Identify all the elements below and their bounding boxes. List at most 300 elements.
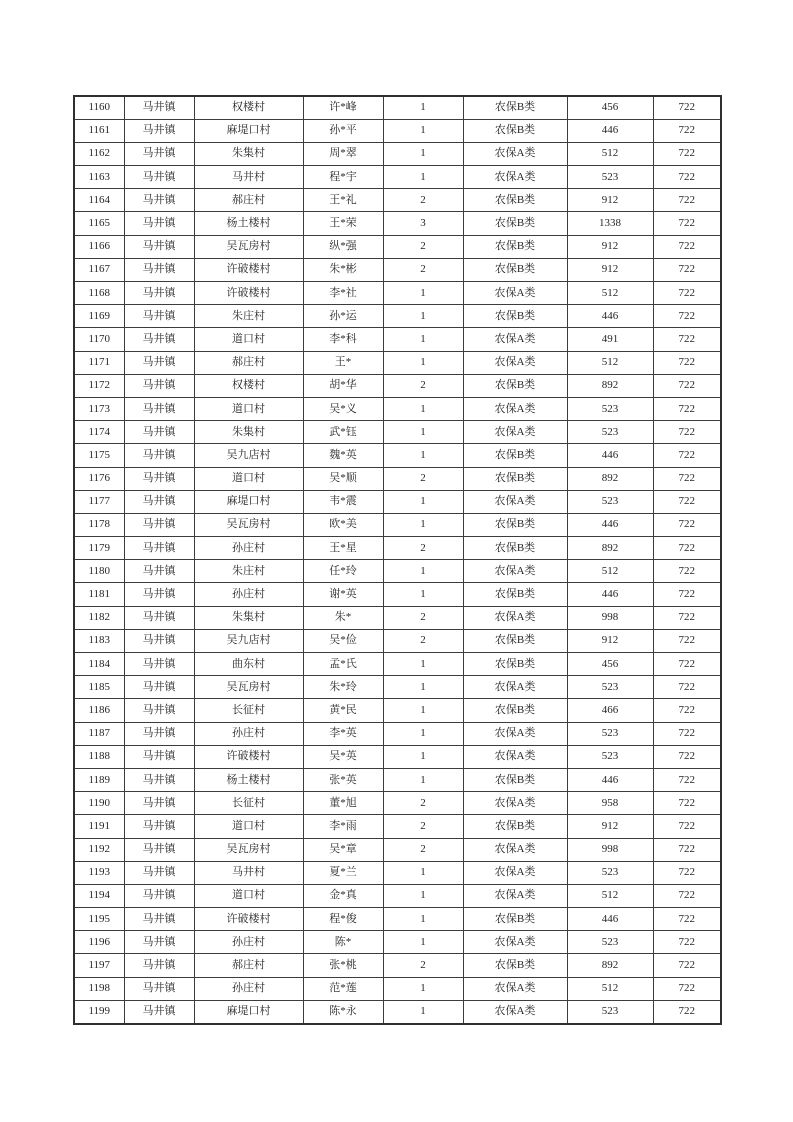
cell-standard-code: 722	[653, 583, 721, 606]
cell-town: 马井镇	[124, 768, 194, 791]
cell-village: 道口村	[194, 397, 303, 420]
cell-insurance-category: 农保A类	[463, 282, 567, 305]
table-row	[74, 421, 721, 444]
cell-standard-code: 722	[653, 653, 721, 676]
cell-person-name: 韦*震	[303, 490, 383, 513]
cell-serial-number: 1179	[74, 537, 124, 560]
cell-person-name: 朱*彬	[303, 258, 383, 281]
cell-headcount: 1	[383, 745, 463, 768]
cell-town: 马井镇	[124, 444, 194, 467]
cell-village: 马井村	[194, 861, 303, 884]
cell-amount: 456	[567, 96, 653, 119]
cell-person-name: 谢*英	[303, 583, 383, 606]
cell-amount: 512	[567, 351, 653, 374]
cell-serial-number: 1181	[74, 583, 124, 606]
cell-standard-code: 722	[653, 699, 721, 722]
cell-standard-code: 722	[653, 606, 721, 629]
cell-serial-number: 1192	[74, 838, 124, 861]
table-row	[74, 305, 721, 328]
cell-serial-number: 1168	[74, 282, 124, 305]
cell-village: 许破楼村	[194, 258, 303, 281]
cell-town: 马井镇	[124, 908, 194, 931]
cell-village: 孙庄村	[194, 583, 303, 606]
table-row	[74, 954, 721, 977]
cell-village: 麻堤口村	[194, 119, 303, 142]
cell-amount: 446	[567, 908, 653, 931]
cell-standard-code: 722	[653, 908, 721, 931]
cell-town: 马井镇	[124, 490, 194, 513]
cell-village: 曲东村	[194, 653, 303, 676]
cell-town: 马井镇	[124, 884, 194, 907]
table-row	[74, 745, 721, 768]
table-row	[74, 142, 721, 165]
cell-serial-number: 1190	[74, 792, 124, 815]
cell-serial-number: 1163	[74, 166, 124, 189]
cell-insurance-category: 农保A类	[463, 142, 567, 165]
cell-insurance-category: 农保B类	[463, 374, 567, 397]
cell-insurance-category: 农保B类	[463, 119, 567, 142]
cell-village: 许破楼村	[194, 745, 303, 768]
cell-headcount: 2	[383, 838, 463, 861]
cell-amount: 446	[567, 305, 653, 328]
cell-insurance-category: 农保B类	[463, 537, 567, 560]
cell-town: 马井镇	[124, 142, 194, 165]
cell-person-name: 程*宇	[303, 166, 383, 189]
cell-amount: 446	[567, 513, 653, 536]
cell-person-name: 李*社	[303, 282, 383, 305]
cell-town: 马井镇	[124, 722, 194, 745]
cell-serial-number: 1165	[74, 212, 124, 235]
cell-serial-number: 1198	[74, 977, 124, 1000]
cell-person-name: 魏*英	[303, 444, 383, 467]
cell-insurance-category: 农保B类	[463, 629, 567, 652]
cell-headcount: 1	[383, 768, 463, 791]
table-row	[74, 537, 721, 560]
cell-village: 郝庄村	[194, 954, 303, 977]
cell-serial-number: 1182	[74, 606, 124, 629]
cell-person-name: 程*俊	[303, 908, 383, 931]
cell-village: 道口村	[194, 328, 303, 351]
cell-town: 马井镇	[124, 421, 194, 444]
cell-village: 吴瓦房村	[194, 676, 303, 699]
table-row	[74, 606, 721, 629]
cell-insurance-category: 农保B类	[463, 815, 567, 838]
cell-village: 道口村	[194, 884, 303, 907]
table-body	[74, 96, 721, 1024]
cell-insurance-category: 农保B类	[463, 305, 567, 328]
cell-standard-code: 722	[653, 212, 721, 235]
table-row	[74, 676, 721, 699]
cell-village: 朱集村	[194, 142, 303, 165]
cell-village: 许破楼村	[194, 908, 303, 931]
cell-amount: 912	[567, 258, 653, 281]
cell-serial-number: 1195	[74, 908, 124, 931]
cell-insurance-category: 农保A类	[463, 606, 567, 629]
cell-insurance-category: 农保B类	[463, 235, 567, 258]
cell-standard-code: 722	[653, 792, 721, 815]
cell-standard-code: 722	[653, 954, 721, 977]
cell-person-name: 王*	[303, 351, 383, 374]
cell-headcount: 1	[383, 166, 463, 189]
table-row	[74, 235, 721, 258]
cell-standard-code: 722	[653, 166, 721, 189]
cell-standard-code: 722	[653, 560, 721, 583]
cell-town: 马井镇	[124, 282, 194, 305]
cell-insurance-category: 农保B类	[463, 258, 567, 281]
cell-insurance-category: 农保A类	[463, 884, 567, 907]
cell-headcount: 1	[383, 444, 463, 467]
cell-insurance-category: 农保A类	[463, 676, 567, 699]
cell-headcount: 2	[383, 467, 463, 490]
cell-person-name: 王*荣	[303, 212, 383, 235]
cell-headcount: 2	[383, 954, 463, 977]
cell-person-name: 李*英	[303, 722, 383, 745]
cell-town: 马井镇	[124, 1000, 194, 1023]
cell-insurance-category: 农保A类	[463, 328, 567, 351]
table-row	[74, 258, 721, 281]
cell-town: 马井镇	[124, 258, 194, 281]
table-row	[74, 977, 721, 1000]
table-row	[74, 490, 721, 513]
cell-village: 朱庄村	[194, 560, 303, 583]
cell-standard-code: 722	[653, 768, 721, 791]
cell-village: 朱集村	[194, 421, 303, 444]
cell-standard-code: 722	[653, 351, 721, 374]
table-row	[74, 119, 721, 142]
table-row	[74, 351, 721, 374]
table-row	[74, 768, 721, 791]
cell-amount: 892	[567, 374, 653, 397]
cell-village: 朱庄村	[194, 305, 303, 328]
cell-insurance-category: 农保B类	[463, 189, 567, 212]
cell-person-name: 吴*英	[303, 745, 383, 768]
cell-village: 杨土楼村	[194, 768, 303, 791]
cell-person-name: 金*真	[303, 884, 383, 907]
cell-person-name: 王*星	[303, 537, 383, 560]
cell-serial-number: 1176	[74, 467, 124, 490]
cell-amount: 512	[567, 142, 653, 165]
cell-village: 道口村	[194, 467, 303, 490]
cell-headcount: 1	[383, 884, 463, 907]
cell-headcount: 1	[383, 699, 463, 722]
cell-person-name: 吴*义	[303, 397, 383, 420]
table-row	[74, 908, 721, 931]
cell-amount: 512	[567, 282, 653, 305]
cell-amount: 523	[567, 931, 653, 954]
cell-standard-code: 722	[653, 977, 721, 1000]
cell-amount: 892	[567, 467, 653, 490]
cell-headcount: 3	[383, 212, 463, 235]
cell-standard-code: 722	[653, 119, 721, 142]
cell-insurance-category: 农保A类	[463, 745, 567, 768]
cell-standard-code: 722	[653, 282, 721, 305]
cell-standard-code: 722	[653, 467, 721, 490]
cell-insurance-category: 农保A类	[463, 166, 567, 189]
cell-headcount: 1	[383, 861, 463, 884]
cell-person-name: 朱*玲	[303, 676, 383, 699]
cell-amount: 998	[567, 606, 653, 629]
cell-standard-code: 722	[653, 96, 721, 119]
table-row	[74, 884, 721, 907]
cell-amount: 491	[567, 328, 653, 351]
cell-person-name: 张*英	[303, 768, 383, 791]
cell-insurance-category: 农保A类	[463, 397, 567, 420]
cell-town: 马井镇	[124, 838, 194, 861]
cell-town: 马井镇	[124, 351, 194, 374]
cell-village: 朱集村	[194, 606, 303, 629]
table-row	[74, 653, 721, 676]
cell-amount: 456	[567, 653, 653, 676]
cell-person-name: 朱*	[303, 606, 383, 629]
cell-standard-code: 722	[653, 142, 721, 165]
cell-headcount: 1	[383, 421, 463, 444]
cell-insurance-category: 农保B类	[463, 954, 567, 977]
cell-person-name: 武*钰	[303, 421, 383, 444]
cell-amount: 958	[567, 792, 653, 815]
cell-town: 马井镇	[124, 397, 194, 420]
cell-standard-code: 722	[653, 629, 721, 652]
cell-serial-number: 1189	[74, 768, 124, 791]
cell-standard-code: 722	[653, 421, 721, 444]
table-row	[74, 96, 721, 119]
cell-insurance-category: 农保A类	[463, 792, 567, 815]
cell-amount: 523	[567, 722, 653, 745]
cell-insurance-category: 农保A类	[463, 1000, 567, 1023]
cell-person-name: 张*桃	[303, 954, 383, 977]
cell-serial-number: 1170	[74, 328, 124, 351]
cell-serial-number: 1193	[74, 861, 124, 884]
cell-serial-number: 1197	[74, 954, 124, 977]
cell-town: 马井镇	[124, 977, 194, 1000]
cell-serial-number: 1196	[74, 931, 124, 954]
cell-town: 马井镇	[124, 676, 194, 699]
cell-village: 权楼村	[194, 374, 303, 397]
cell-amount: 523	[567, 861, 653, 884]
table-row	[74, 166, 721, 189]
cell-person-name: 董*旭	[303, 792, 383, 815]
cell-serial-number: 1175	[74, 444, 124, 467]
cell-serial-number: 1191	[74, 815, 124, 838]
table-row	[74, 1000, 721, 1023]
cell-person-name: 吴*顺	[303, 467, 383, 490]
cell-serial-number: 1188	[74, 745, 124, 768]
table-row	[74, 467, 721, 490]
cell-serial-number: 1164	[74, 189, 124, 212]
cell-village: 麻堤口村	[194, 490, 303, 513]
cell-village: 长征村	[194, 699, 303, 722]
cell-village: 吴九店村	[194, 444, 303, 467]
cell-town: 马井镇	[124, 328, 194, 351]
cell-amount: 892	[567, 954, 653, 977]
cell-standard-code: 722	[653, 444, 721, 467]
cell-standard-code: 722	[653, 189, 721, 212]
cell-town: 马井镇	[124, 374, 194, 397]
cell-standard-code: 722	[653, 745, 721, 768]
cell-headcount: 2	[383, 258, 463, 281]
cell-town: 马井镇	[124, 954, 194, 977]
table-row	[74, 838, 721, 861]
cell-headcount: 2	[383, 815, 463, 838]
cell-insurance-category: 农保B类	[463, 699, 567, 722]
cell-standard-code: 722	[653, 537, 721, 560]
cell-headcount: 2	[383, 792, 463, 815]
cell-headcount: 2	[383, 537, 463, 560]
table-row	[74, 212, 721, 235]
cell-headcount: 1	[383, 397, 463, 420]
cell-serial-number: 1167	[74, 258, 124, 281]
cell-standard-code: 722	[653, 1000, 721, 1023]
cell-standard-code: 722	[653, 328, 721, 351]
cell-amount: 912	[567, 815, 653, 838]
table-row	[74, 328, 721, 351]
cell-town: 马井镇	[124, 513, 194, 536]
cell-village: 吴瓦房村	[194, 838, 303, 861]
cell-serial-number: 1172	[74, 374, 124, 397]
cell-village: 郝庄村	[194, 351, 303, 374]
cell-town: 马井镇	[124, 931, 194, 954]
table-row	[74, 444, 721, 467]
cell-serial-number: 1169	[74, 305, 124, 328]
cell-amount: 523	[567, 166, 653, 189]
cell-person-name: 孟*氏	[303, 653, 383, 676]
cell-amount: 998	[567, 838, 653, 861]
table-row	[74, 560, 721, 583]
cell-headcount: 1	[383, 96, 463, 119]
cell-person-name: 欧*美	[303, 513, 383, 536]
cell-serial-number: 1173	[74, 397, 124, 420]
cell-person-name: 李*科	[303, 328, 383, 351]
cell-headcount: 2	[383, 189, 463, 212]
cell-serial-number: 1194	[74, 884, 124, 907]
cell-headcount: 1	[383, 676, 463, 699]
cell-headcount: 1	[383, 142, 463, 165]
cell-insurance-category: 农保A类	[463, 977, 567, 1000]
cell-amount: 446	[567, 444, 653, 467]
table-row	[74, 374, 721, 397]
cell-standard-code: 722	[653, 374, 721, 397]
cell-person-name: 任*玲	[303, 560, 383, 583]
cell-serial-number: 1160	[74, 96, 124, 119]
cell-village: 马井村	[194, 166, 303, 189]
cell-amount: 912	[567, 629, 653, 652]
cell-insurance-category: 农保A类	[463, 861, 567, 884]
cell-village: 孙庄村	[194, 722, 303, 745]
cell-headcount: 2	[383, 629, 463, 652]
cell-person-name: 孙*平	[303, 119, 383, 142]
cell-amount: 523	[567, 745, 653, 768]
cell-headcount: 2	[383, 235, 463, 258]
cell-amount: 912	[567, 235, 653, 258]
cell-headcount: 1	[383, 490, 463, 513]
cell-serial-number: 1180	[74, 560, 124, 583]
cell-town: 马井镇	[124, 537, 194, 560]
table-row	[74, 629, 721, 652]
cell-serial-number: 1199	[74, 1000, 124, 1023]
cell-serial-number: 1162	[74, 142, 124, 165]
cell-standard-code: 722	[653, 931, 721, 954]
cell-insurance-category: 农保A类	[463, 838, 567, 861]
cell-town: 马井镇	[124, 815, 194, 838]
cell-amount: 512	[567, 884, 653, 907]
cell-town: 马井镇	[124, 861, 194, 884]
cell-standard-code: 722	[653, 838, 721, 861]
cell-insurance-category: 农保B类	[463, 653, 567, 676]
cell-village: 郝庄村	[194, 189, 303, 212]
cell-serial-number: 1184	[74, 653, 124, 676]
cell-town: 马井镇	[124, 560, 194, 583]
cell-town: 马井镇	[124, 467, 194, 490]
cell-amount: 523	[567, 490, 653, 513]
cell-insurance-category: 农保A类	[463, 560, 567, 583]
cell-insurance-category: 农保B类	[463, 212, 567, 235]
cell-village: 杨土楼村	[194, 212, 303, 235]
cell-town: 马井镇	[124, 189, 194, 212]
cell-town: 马井镇	[124, 653, 194, 676]
cell-village: 孙庄村	[194, 931, 303, 954]
cell-amount: 523	[567, 1000, 653, 1023]
cell-amount: 512	[567, 560, 653, 583]
cell-headcount: 1	[383, 931, 463, 954]
cell-amount: 523	[567, 676, 653, 699]
cell-village: 吴瓦房村	[194, 513, 303, 536]
cell-town: 马井镇	[124, 305, 194, 328]
table-row	[74, 189, 721, 212]
cell-headcount: 1	[383, 977, 463, 1000]
cell-person-name: 李*雨	[303, 815, 383, 838]
cell-serial-number: 1187	[74, 722, 124, 745]
table-row	[74, 792, 721, 815]
cell-person-name: 陈*	[303, 931, 383, 954]
cell-headcount: 2	[383, 374, 463, 397]
cell-amount: 466	[567, 699, 653, 722]
cell-headcount: 1	[383, 119, 463, 142]
cell-headcount: 1	[383, 908, 463, 931]
cell-village: 孙庄村	[194, 977, 303, 1000]
cell-amount: 912	[567, 189, 653, 212]
cell-amount: 523	[567, 421, 653, 444]
table-row	[74, 815, 721, 838]
cell-amount: 446	[567, 119, 653, 142]
cell-insurance-category: 农保A类	[463, 722, 567, 745]
cell-standard-code: 722	[653, 861, 721, 884]
cell-headcount: 2	[383, 606, 463, 629]
cell-insurance-category: 农保A类	[463, 931, 567, 954]
cell-person-name: 纵*强	[303, 235, 383, 258]
cell-village: 道口村	[194, 815, 303, 838]
cell-headcount: 1	[383, 560, 463, 583]
cell-serial-number: 1178	[74, 513, 124, 536]
cell-headcount: 1	[383, 282, 463, 305]
cell-person-name: 孙*运	[303, 305, 383, 328]
cell-town: 马井镇	[124, 745, 194, 768]
cell-serial-number: 1185	[74, 676, 124, 699]
cell-standard-code: 722	[653, 676, 721, 699]
table-row	[74, 699, 721, 722]
cell-standard-code: 722	[653, 258, 721, 281]
cell-person-name: 吴*章	[303, 838, 383, 861]
table-row	[74, 282, 721, 305]
cell-serial-number: 1177	[74, 490, 124, 513]
table-row	[74, 583, 721, 606]
table-row	[74, 931, 721, 954]
cell-insurance-category: 农保B类	[463, 768, 567, 791]
cell-town: 马井镇	[124, 212, 194, 235]
cell-standard-code: 722	[653, 884, 721, 907]
cell-town: 马井镇	[124, 792, 194, 815]
cell-insurance-category: 农保A类	[463, 421, 567, 444]
cell-standard-code: 722	[653, 722, 721, 745]
cell-person-name: 周*翠	[303, 142, 383, 165]
